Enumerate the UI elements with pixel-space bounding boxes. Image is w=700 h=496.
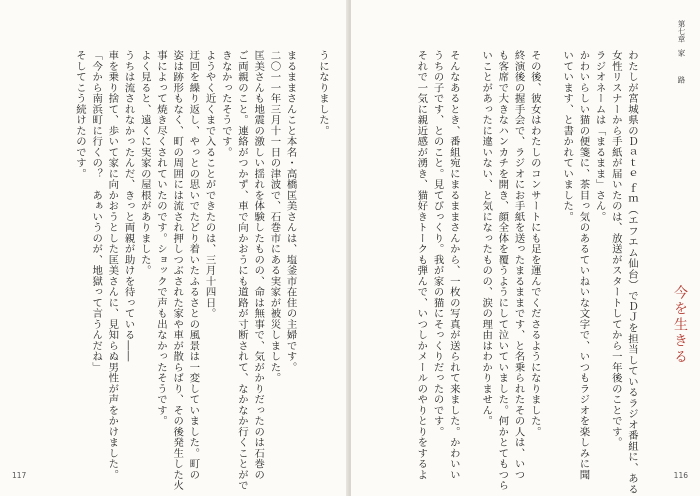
paragraph: 終演後の握手会で、ラジオにお手紙を送ったまるままです、と名乗られたその人は、いつ	[512, 50, 525, 480]
paragraph: 迂回を繰り返し、やっとの思いでたどり着いたふるさとの風景は一変していました。町の	[187, 50, 200, 480]
paragraph: いことがあったに違いない、と気になったものの、涙の理由はわかりません。	[480, 50, 493, 427]
paragraph: 「今から南浜町に行くの？ あぁいうのが、地獄って言うんだね」	[90, 50, 103, 373]
paragraph: そしてこう続けたのです。	[73, 50, 86, 179]
paragraph: 匡美さんも地震の激しい揺れを体験したものの、命は無事で、気がかりだったのは石巻の	[252, 50, 265, 480]
running-head	[677, 20, 686, 89]
paragraph: ラジオネームは「まるまま」さん。	[593, 50, 606, 222]
paragraph: わたしが宮城県のＤａｔｅ ｆｍ（エフエム仙台）でＤＪを担当しているラジオ番組に、ある	[626, 50, 638, 495]
paragraph: よく見ると、遠くに実家の屋根がありました。	[138, 50, 151, 276]
chapter-label: 第七章	[677, 20, 686, 43]
page-number-left: 117	[12, 471, 27, 480]
paragraph: いています、と書かれていました。	[561, 50, 574, 222]
paragraph: かわいらしい猫の便箋に、茶目っ気のあるていねいな文字で、いつもラジオを楽しみに聞	[577, 50, 590, 480]
paragraph: ご両親のこと。連絡がつかず、車で向かおうにも道路が寸断されて、なかなか行くことがで	[235, 50, 248, 491]
right-page	[351, 0, 700, 496]
paragraph: 二〇一一年三月十一日の津波で、石巻市にある実家が被災しました。	[268, 50, 281, 384]
paragraph: うになりました。	[317, 50, 329, 136]
paragraph: うちは流されなかったんだ、きっと両親が助けを待っている――	[122, 50, 135, 362]
paragraph: 女性リスナーから手紙が届いたのは、放送がスタートしてから一年後のことです。	[609, 50, 622, 448]
paragraph: きなかったそうです。	[219, 50, 232, 158]
page-number-right: 116	[673, 471, 688, 480]
left-page	[0, 0, 349, 496]
left-page-body-text	[31, 50, 331, 491]
paragraph: それで一気に親近感が湧き、猫好きトークも弾んで、いつしかメールのやりとりをするよ	[415, 50, 428, 480]
paragraph: そんなあるとき、番組宛にまるままさんから、一枚の写真が送られて来ました。かわいい	[447, 50, 460, 480]
paragraph: も客席で大きなハンカチを開き、顔全体を覆うようにして泣いていました。何かとてもつら	[496, 50, 509, 491]
paragraph: 事によって焼き尽くされていたのです。ショックで声も出なかったそうです。	[154, 50, 167, 427]
right-page-body-text	[370, 50, 640, 495]
chapter-title: 家 路	[677, 48, 686, 89]
section-title: 今を生きる	[672, 285, 688, 365]
paragraph: その後、彼女はわたしのコンサートにも足を運んでくださるようになりました。	[528, 50, 541, 437]
paragraph: まるままさんこと本名・高橋匡美さんは、塩釜市在住の主婦です。	[284, 50, 297, 373]
paragraph: 姿は跡形もなく、町の周囲には流され押しつぶされた家や車が散らばり、その後発生した火	[171, 50, 184, 491]
paragraph: 車を乗り捨て、歩いて家に向かおうとした匡美さんに、見知らぬ男性が声をかけました。	[106, 50, 119, 480]
paragraph: うちの子です、とのこと。見てびっくり。我が家の猫にそっくりだったのです。	[431, 50, 444, 437]
paragraph: ようやく近くまで入ることができたのは、三月十四日。	[203, 50, 216, 319]
